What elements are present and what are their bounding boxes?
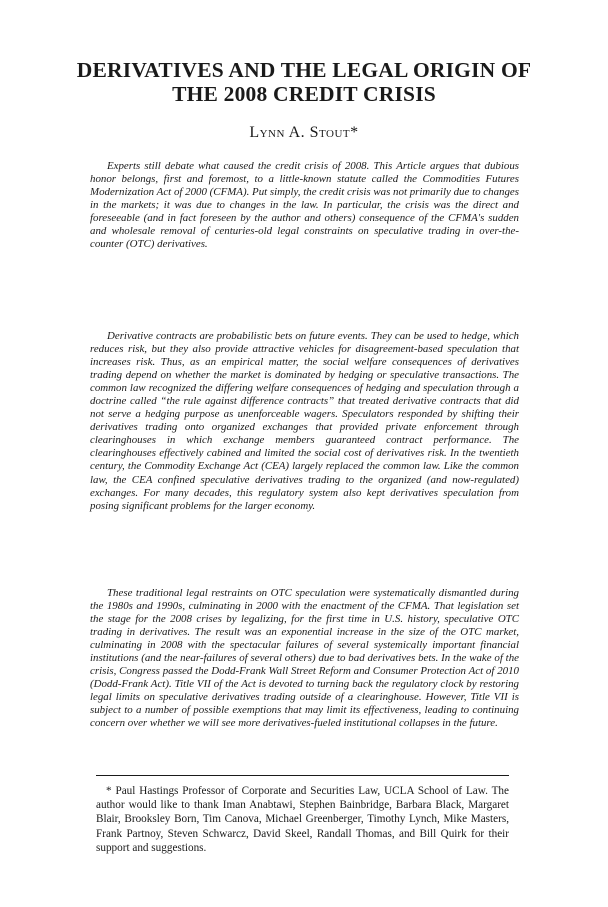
abstract-paragraph-2: Derivative contracts are probabilistic bets on future events. They can be used to hedge, which reduces risk, but they also provide attractive vehicles for disagreement-based speculation that increases risk. Thus, as an empirical matter, the social welfare consequences of derivatives trading depend on whether the market is dominated by hedging or speculative transactions. The common law recognized the differing welfare consequences of hedging and speculation through a doctrine called “the rule against difference contracts” that treated derivative contracts that did not serve a hedging purpose as unenforceable wagers. Speculators responded by shifting their derivatives trading onto organized exchanges that provided private enforcement through clearinghouses in which exchange members guaranteed contract performance. The clearinghouses effectively cabined and limited the social cost of derivatives risk. In the twentieth century, the Commodity Exchange Act (CEA) largely replaced the common law. Like the common law, the CEA confined speculative derivatives trading to the organized (and now-regulated) exchanges. For many decades, this regulatory system also kept derivatives speculation from posing significant problems for the larger economy. [90, 330, 519, 512]
abstract-paragraph-1: Experts still debate what caused the credit crisis of 2008. This Article argues that dubious honor belongs, first and foremost, to a little-known statute called the Commodities Futures Modernization Act of 2000 (CFMA). Put simply, the credit crisis was not primarily due to changes in the markets; it was due to changes in the law. In particular, the crisis was the direct and foreseeable (and in fact foreseen by the author and others) consequence of the CFMA's sudden and wholesale removal of centuries-old legal constraints on speculative trading in over-the-counter (OTC) derivatives. [90, 160, 519, 251]
author-name: Lynn A. Stout* [249, 124, 359, 141]
article-title-line-2: THE 2008 CREDIT CRISIS [172, 82, 436, 106]
abstract-paragraph-3: These traditional legal restraints on OTC speculation were systematically dismantled during the 1980s and 1990s, culminating in 2000 with the enactment of the CFMA. That legislation set the stage for the 2008 crises by legalizing, for the first time in U.S. history, speculative OTC trading in derivatives. The result was an exponential increase in the size of the OTC market, culminating in 2008 with the spectacular failures of several systemically important financial institutions (and the near-failures of several others) due to bad derivatives bets. In the wake of the crisis, Congress passed the Dodd-Frank Wall Street Reform and Consumer Protection Act of 2010 (Dodd-Frank Act). Title VII of the Act is devoted to turning back the regulatory clock by restoring legal limits on speculative derivatives trading outside of a clearinghouse. However, Title VII is subject to a number of possible exemptions that may limit its effectiveness, leading to continuing concern over whether we will see more derivatives-fueled institutional collapses in the future. [90, 587, 519, 730]
article-title-line-1: DERIVATIVES AND THE LEGAL ORIGIN OF [76, 58, 532, 82]
author-footnote: * Paul Hastings Professor of Corporate and Securities Law, UCLA School of Law. The author would like to thank Iman Anabtawi, Stephen Bainbridge, Barbara Black, Margaret Blair, Brooksley Born, Tim Canova, Michael Greenberger, Timothy Lynch, Mike Masters, Frank Partnoy, Steven Schwarcz, David Skeel, Randall Thomas, and Bill Quirk for their support and suggestions. [96, 785, 509, 854]
article-title [40, 58, 568, 106]
footnote-divider [96, 775, 509, 776]
